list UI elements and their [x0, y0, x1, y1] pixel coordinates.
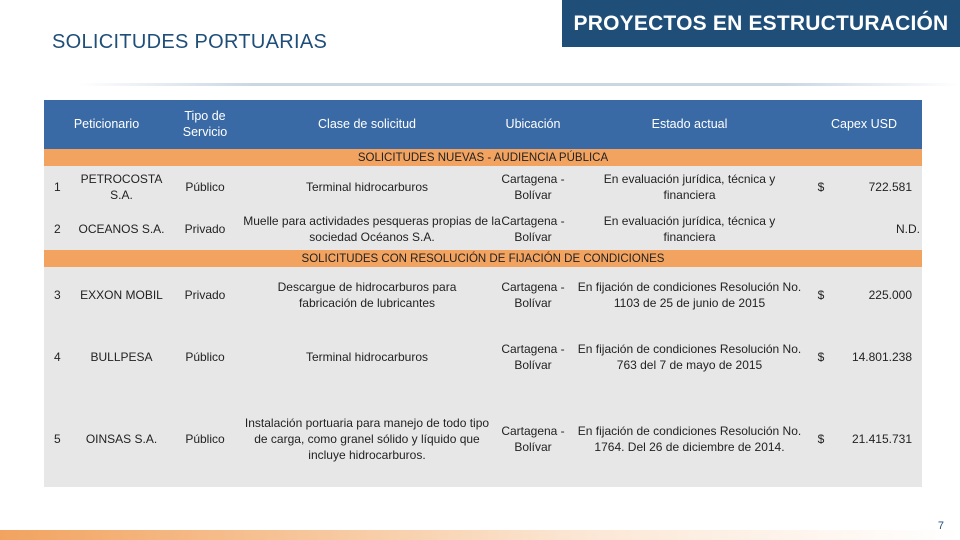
row-number: 2 [54, 221, 61, 236]
table-row [44, 208, 922, 250]
petitioner: EXXON MOBIL [80, 287, 163, 302]
requests-table [44, 100, 922, 487]
petitioner: PETROCOSTA S.A. [80, 171, 163, 202]
service-type: Privado [184, 287, 226, 302]
currency-symbol: $ [817, 179, 825, 194]
request-class: Terminal hidrocarburos [305, 349, 429, 364]
table-row [44, 267, 922, 323]
service-type: Público [185, 431, 225, 446]
footer-accent-bar [0, 530, 960, 540]
request-class: Muelle para actividades pesqueras propias de la sociedad Océanos S.A. [243, 213, 501, 244]
table-row [44, 391, 922, 487]
row-number: 4 [54, 349, 61, 364]
location: Cartagena - Bolívar [501, 423, 565, 454]
title-divider [78, 83, 960, 86]
row-number: 5 [54, 431, 61, 446]
table-row [44, 323, 922, 391]
petitioner: OCEANOS S.A. [78, 221, 165, 236]
petitioner: OINSAS S.A. [85, 431, 158, 446]
status: En evaluación jurídica, técnica y financiera [603, 213, 776, 244]
status: En fijación de condiciones Resolución No. 763 del 7 de mayo de 2015 [577, 341, 802, 372]
capex-value: 225.000 [868, 287, 912, 302]
location: Cartagena - Bolívar [501, 213, 565, 244]
page-number: 7 [937, 520, 944, 532]
request-class: Terminal hidrocarburos [305, 179, 429, 194]
header-request-class: Clase de solicitud [318, 116, 416, 131]
header-status: Estado actual [651, 116, 728, 131]
location: Cartagena - Bolívar [501, 341, 565, 372]
capex-value: N.D. [896, 221, 920, 236]
currency-symbol: $ [817, 349, 825, 364]
status: En fijación de condiciones Resolución No. 1764. Del 26 de diciembre de 2014. [577, 423, 802, 454]
service-type: Público [185, 179, 225, 194]
currency-symbol: $ [817, 431, 825, 446]
capex-value: 722.581 [868, 179, 912, 194]
header-petitioner: Peticionario [73, 116, 140, 131]
currency-symbol [806, 208, 836, 250]
status: En fijación de condiciones Resolución No. 1103 de 25 de junio de 2015 [577, 279, 802, 310]
page-title: SOLICITUDES PORTUARIAS [52, 31, 328, 53]
status: En evaluación jurídica, técnica y financiera [603, 171, 776, 202]
section-band: SOLICITUDES NUEVAS - AUDIENCIA PÚBLICA [44, 149, 922, 166]
table-header [44, 100, 922, 149]
service-type: Privado [184, 221, 226, 236]
petitioner: BULLPESA [90, 349, 153, 364]
banner-title: PROYECTOS EN ESTRUCTURACIÓN [573, 12, 949, 35]
row-number: 1 [54, 179, 61, 194]
row-number: 3 [54, 287, 61, 302]
request-class: Instalación portuaria para manejo de todo tipo de carga, como granel sólido y líquido que incluye hidrocarburos. [244, 415, 490, 463]
request-class: Descargue de hidrocarburos para fabricación de lubricantes [277, 279, 457, 310]
table-row [44, 166, 922, 208]
currency-symbol: $ [817, 287, 825, 302]
header-capex: Capex USD [831, 116, 897, 131]
location: Cartagena - Bolívar [501, 279, 565, 310]
header-location: Ubicación [505, 116, 561, 131]
capex-value: 21.415.731 [851, 431, 912, 446]
location: Cartagena - Bolívar [501, 171, 565, 202]
section-band: SOLICITUDES CON RESOLUCIÓN DE FIJACIÓN DE CONDICIONES [44, 250, 922, 267]
banner [562, 0, 960, 47]
service-type: Público [185, 349, 225, 364]
header-service-type: Tipo de Servicio [182, 108, 228, 139]
capex-value: 14.801.238 [851, 349, 912, 364]
